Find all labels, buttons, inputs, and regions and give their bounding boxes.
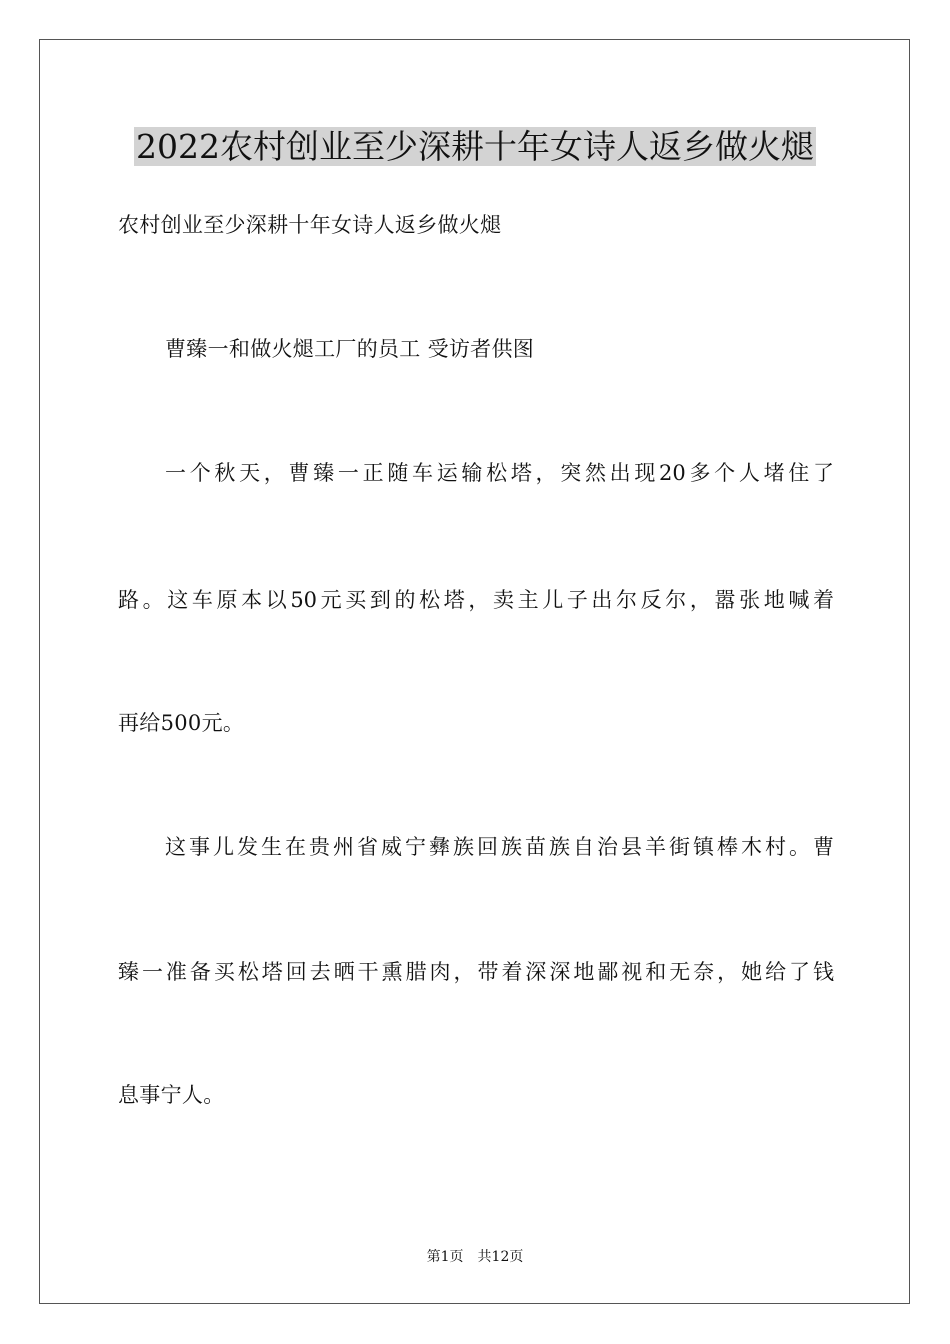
photo-caption: 曹臻一和做火煺工厂的员工 受访者供图 [165,337,535,361]
document-title-text: 2022农村创业至少深耕十年女诗人返乡做火煺 [136,127,814,166]
page-total: 共12页 [477,1249,524,1265]
paragraph-1-line-2: 路。这车原本以50元买到的松塔，卖主儿子出尔反尔，嚣张地喊着 [118,588,834,612]
paragraph-2-line-1: 这事儿发生在贵州省威宁彝族回族苗族自治县羊街镇棒木村。曹 [165,835,834,859]
paragraph-1-line-3: 再给500元。 [118,711,245,735]
document-title [0,124,950,170]
page-footer [0,1248,950,1266]
page-number: 第1页 [426,1249,464,1265]
paragraph-2-line-3: 息事宁人。 [118,1083,225,1107]
paragraph-2-line-2: 臻一准备买松塔回去晒干熏腊肉，带着深深地鄙视和无奈，她给了钱 [118,960,834,984]
subtitle-line: 农村创业至少深耕十年女诗人返乡做火煺 [118,213,502,237]
paragraph-1-line-1: 一个秋天，曹臻一正随车运输松塔，突然出现20多个人堵住了 [165,461,834,485]
